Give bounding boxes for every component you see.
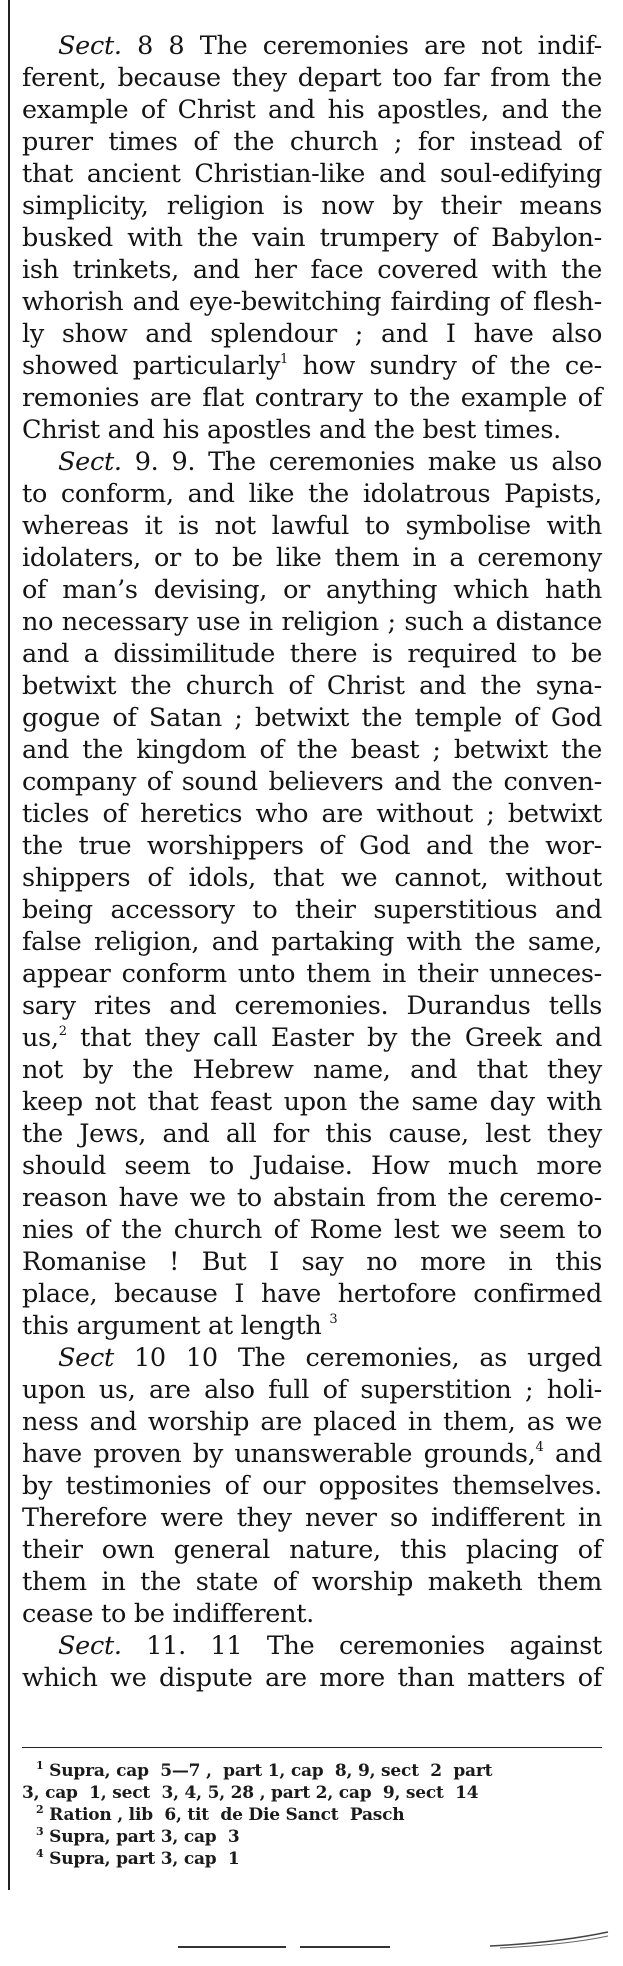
text-line [22, 1470, 602, 1502]
text-run: not by the Hebrew name, and that they [22, 1055, 602, 1085]
text-line [22, 1310, 602, 1342]
text-run: shippers of idols, that we cannot, without [22, 863, 602, 893]
text-run: ly show and splendour ; and I have also [22, 319, 602, 349]
text-run: the Jews, and all for this cause, lest they [22, 1119, 602, 1149]
text-line [22, 62, 602, 94]
text-line [22, 414, 602, 446]
text-run: and a dissimilitude there is required to be [22, 639, 602, 669]
text-line [22, 1150, 602, 1182]
text-run: being accessory to their superstitious and [22, 895, 602, 925]
text-run: remonies are flat contrary to the example of [22, 383, 602, 413]
text-run: by testimonies of our opposites themselves. [22, 1471, 602, 1501]
text-line [22, 1022, 602, 1054]
paragraph-first-line [22, 30, 602, 62]
text-line [22, 318, 602, 350]
text-line [22, 734, 602, 766]
text-line [22, 1534, 602, 1566]
text-line [22, 94, 602, 126]
text-run: nies of the church of Rome lest we seem to [22, 1215, 602, 1245]
text-run: ferent, because they depart too far from the [22, 63, 602, 93]
text-run: whorish and eye-bewitching fairding of flesh- [22, 287, 602, 317]
text-line [22, 1406, 602, 1438]
text-run: and [543, 1439, 602, 1469]
text-run: sary rites and ceremonies. Durandus tells [22, 991, 602, 1021]
footnote-reference: 1 [280, 352, 289, 367]
bottom-rule-right [300, 1946, 390, 1948]
text-run: 9. 9. The ceremonies make us also [121, 447, 602, 477]
paragraph-first-line [22, 1342, 602, 1374]
text-run: their own general nature, this placing of [22, 1535, 602, 1565]
text-line [22, 1502, 602, 1534]
footnote-separator-rule [22, 1747, 602, 1748]
section-label: Sect [58, 1343, 114, 1373]
text-run: showed particularly [22, 351, 281, 381]
text-line [22, 766, 602, 798]
text-run: example of Christ and his apostles, and the [22, 95, 602, 125]
text-line [22, 350, 602, 382]
page-curl-mark [490, 1930, 610, 1950]
text-run: Christ and his apostles and the best times. [22, 415, 561, 445]
text-line [22, 190, 602, 222]
footnote-line [22, 1782, 602, 1804]
text-line [22, 1054, 602, 1086]
text-run: busked with the vain trumpery of Babylon- [22, 223, 602, 253]
text-run: purer times of the church ; for instead of [22, 127, 602, 157]
footnote-reference: 4 [535, 1440, 544, 1455]
section-label: Sect. [58, 31, 122, 61]
text-line [22, 606, 602, 638]
text-line [22, 1278, 602, 1310]
text-line [22, 862, 602, 894]
text-run: Therefore were they never so indifferent in [22, 1503, 602, 1533]
text-line [22, 894, 602, 926]
paragraph-first-line [22, 446, 602, 478]
text-line [22, 1086, 602, 1118]
text-run: that ancient Christian-like and soul-edifying [22, 159, 602, 189]
footnote-reference: 2 [36, 1803, 44, 1816]
text-line [22, 1374, 602, 1406]
text-run: upon us, are also full of superstition ; holi- [22, 1375, 602, 1405]
text-line [22, 510, 602, 542]
text-run: cease to be indifferent. [22, 1599, 314, 1629]
text-run: Supra, cap 5—7 , part 1, cap 8, 9, sect 2 part [43, 1761, 493, 1781]
paragraph-first-line [22, 1630, 602, 1662]
text-run: idolaters, or to be like them in a ceremony [22, 543, 602, 573]
text-line [22, 1662, 602, 1694]
text-run: should seem to Judaise. How much more [22, 1151, 602, 1181]
text-line [22, 222, 602, 254]
text-run: no necessary use in religion ; such a distance [22, 607, 602, 637]
text-line [22, 926, 602, 958]
text-run: this argument at length [22, 1311, 330, 1341]
text-line [22, 638, 602, 670]
text-run: 10 10 The ceremonies, as urged [113, 1343, 602, 1373]
section-label: Sect. [58, 447, 122, 477]
text-line [22, 670, 602, 702]
text-line [22, 382, 602, 414]
footnote-reference: 2 [58, 1024, 67, 1039]
text-run: Supra, part 3, cap 3 [43, 1827, 240, 1847]
text-run: simplicity, religion is now by their means [22, 191, 602, 221]
text-line [22, 254, 602, 286]
text-run: place, because I have hertofore confirmed [22, 1279, 602, 1309]
text-run: keep not that feast upon the same day with [22, 1087, 602, 1117]
text-line [22, 1246, 602, 1278]
text-run: which we dispute are more than matters of [22, 1663, 602, 1693]
text-run: Romanise ! But I say no more in this [22, 1247, 602, 1277]
text-run: Supra, part 3, cap 1 [43, 1849, 240, 1869]
footnote-line [22, 1826, 602, 1848]
footnote-reference: 1 [36, 1759, 44, 1772]
text-run: gogue of Satan ; betwixt the temple of God [22, 703, 602, 733]
text-run: 8 8 The ceremonies are not indif- [121, 31, 602, 61]
text-run: that they call Easter by the Greek and [66, 1023, 602, 1053]
text-line [22, 1214, 602, 1246]
text-line [22, 958, 602, 990]
footnote-line [22, 1848, 602, 1870]
footnotes [22, 1760, 602, 1870]
text-line [22, 830, 602, 862]
text-line [22, 158, 602, 190]
footnote-line [22, 1760, 602, 1782]
text-line [22, 126, 602, 158]
text-line [22, 478, 602, 510]
footnote-line [22, 1804, 602, 1826]
text-run: betwixt the church of Christ and the syna- [22, 671, 602, 701]
text-line [22, 286, 602, 318]
text-run: have proven by unanswerable grounds, [22, 1439, 536, 1469]
bottom-rule-left [178, 1946, 286, 1948]
text-run: ish trinkets, and her face covered with the [22, 255, 602, 285]
text-line [22, 1118, 602, 1150]
section-label: Sect. [58, 1631, 122, 1661]
footnote-reference: 3 [329, 1312, 338, 1327]
text-run: Ration , lib 6, tit de Die Sanct Pasch [43, 1805, 405, 1825]
text-line [22, 990, 602, 1022]
text-line [22, 798, 602, 830]
text-run: appear conform unto them in their unneces- [22, 959, 602, 989]
text-run: 3, cap 1, sect 3, 4, 5, 28 , part 2, cap 9, sect 14 [22, 1783, 479, 1803]
footnote-reference: 3 [36, 1825, 44, 1838]
text-line [22, 574, 602, 606]
text-run: of man’s devising, or anything which hath [22, 575, 602, 605]
text-run: how sundry of the ce- [288, 351, 602, 381]
text-run: the true worshippers of God and the wor- [22, 831, 602, 861]
text-run: them in the state of worship maketh them [22, 1567, 602, 1597]
left-margin-rule [8, 0, 10, 1890]
text-line [22, 702, 602, 734]
text-run: false religion, and partaking with the same, [22, 927, 602, 957]
text-run: 11. 11 The ceremonies against [121, 1631, 602, 1661]
text-line [22, 1566, 602, 1598]
text-run: ness and worship are placed in them, as we [22, 1407, 602, 1437]
body-text [22, 30, 602, 1694]
text-line [22, 542, 602, 574]
text-run: reason have we to abstain from the ceremo- [22, 1183, 602, 1213]
text-line [22, 1438, 602, 1470]
text-run: whereas it is not lawful to symbolise with [22, 511, 602, 541]
text-run: us, [22, 1023, 59, 1053]
text-run: ticles of heretics who are without ; betwixt [22, 799, 602, 829]
text-run: to conform, and like the idolatrous Papists, [22, 479, 602, 509]
text-run: and the kingdom of the beast ; betwixt the [22, 735, 602, 765]
text-run: company of sound believers and the conven- [22, 767, 602, 797]
text-line [22, 1182, 602, 1214]
text-line [22, 1598, 602, 1630]
footnote-reference: 4 [36, 1847, 44, 1860]
